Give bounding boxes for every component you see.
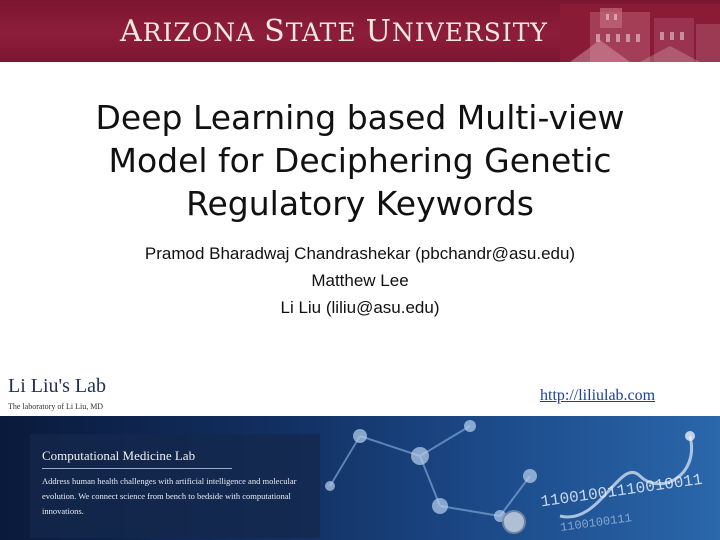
university-word-3: NIVERSITY [391, 18, 548, 47]
university-name [120, 14, 548, 49]
university-word-1: RIZONA [142, 18, 265, 47]
title-line: Deep Learning based Multi-view [95, 98, 625, 137]
lab-logo-name: Li Liu's Lab [8, 375, 107, 397]
author-list [60, 240, 660, 321]
university-initial-a: A [120, 14, 143, 49]
university-word-2: TATE [285, 18, 366, 47]
author-line: Li Liu (liliu@asu.edu) [280, 298, 440, 317]
author-line: Matthew Lee [311, 271, 409, 290]
lab-logo-subtitle: The laboratory of Li Liu, MD [8, 402, 104, 411]
panel-divider [42, 468, 232, 469]
university-header [0, 0, 720, 62]
lab-info-panel [30, 434, 320, 538]
binary-decoration: 11001001110010011 [539, 470, 704, 512]
lab-website-link[interactable]: http://liliulab.com [540, 387, 656, 404]
title-line: Model for Deciphering Genetic [108, 141, 612, 180]
binary-decoration-secondary: 1100100111 [559, 511, 633, 535]
lab-banner [0, 416, 720, 540]
university-initial-u: U [365, 14, 392, 49]
slide-title [40, 96, 680, 225]
title-line: Regulatory Keywords [186, 184, 534, 223]
panel-title: Computational Medicine Lab [42, 448, 196, 463]
panel-description: Address human health challenges with artificial intelligence and molecular evolution. We connect science from bench to bedside with computational innovations. [42, 476, 297, 516]
university-building-logo [560, 4, 720, 62]
author-line: Pramod Bharadwaj Chandrashekar (pbchandr@asu.edu) [144, 244, 576, 263]
university-initial-s: S [264, 14, 286, 49]
